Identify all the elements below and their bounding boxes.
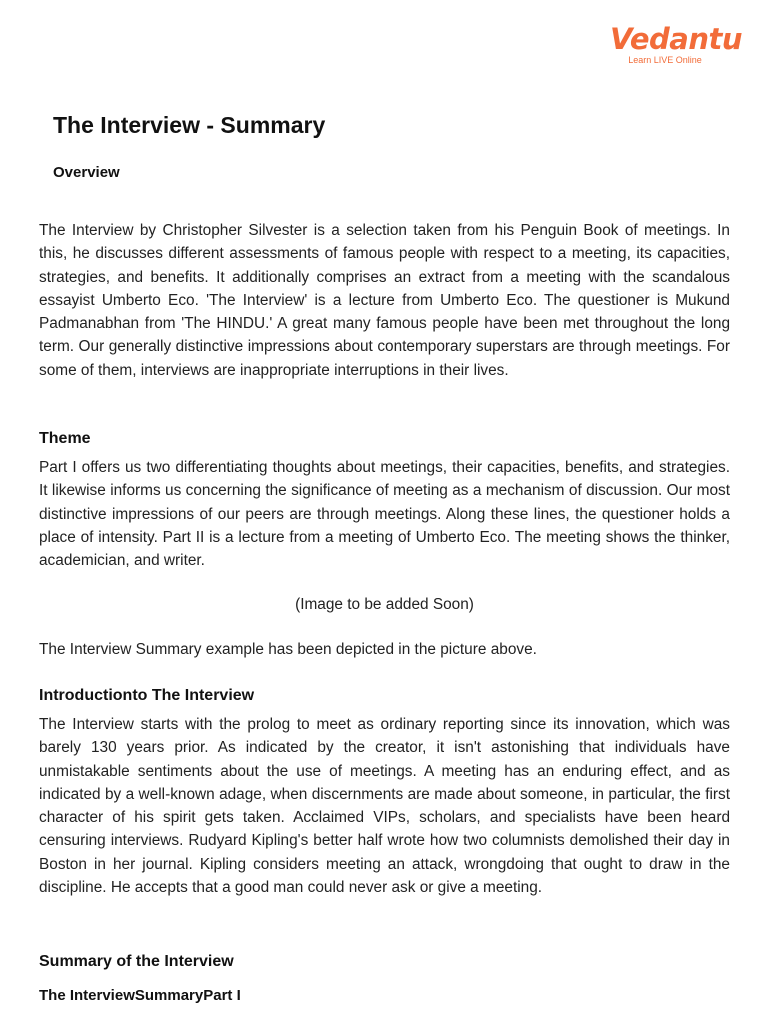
overview-heading: Overview [53, 164, 120, 181]
summary-heading: Summary of the Interview [39, 953, 234, 970]
theme-heading: Theme [39, 430, 91, 447]
image-caption: The Interview Summary example has been depicted in the picture above. [39, 641, 537, 658]
intro-heading: Introductionto The Interview [39, 687, 255, 704]
image-placeholder: (Image to be added Soon) [295, 596, 474, 613]
logo-tagline: Learn LIVE Online [628, 55, 702, 65]
vedantu-logo [610, 22, 742, 72]
intro-paragraph: The Interview starts with the prolog to meet as ordinary reporting since its innovation, which was barely 130 years prior. As indicated by the creator, it isn't astonishing that individuals have unmistakable sentiments about the use of meetings. A meeting has an enduring effect, and as indicated by a well-known adage, when discernments are made about someone, in particular, the first character of his spirit gets taken. Acclaimed VIPs, scholars, and specialists have been heard censuring interviews. Rudyard Kipling's better half wrote how two columnists demolished their day in Boston in her journal. Kipling considers meeting an attack, wrongdoing that ought to draw in the discipline. He accepts that a good man could never ask or give a meeting. [39, 716, 730, 897]
summary-part1-heading: The InterviewSummaryPart I [39, 987, 241, 1004]
logo-wordmark: Vedantu [610, 22, 742, 56]
page-title: The Interview - Summary [53, 112, 326, 138]
theme-paragraph: Part I offers us two differentiating thoughts about meetings, their capacities, benefits, and strategies. It likewise informs us concerning the significance of meeting as a mechanism of discussion. Our most distinctive impressions of our peers are through meetings. Along these lines, the questioner holds a place of intensity. Part II is a lecture from a meeting of Umberto Eco. The meeting shows the thinker, academician, and writer. [39, 459, 730, 570]
overview-paragraph: The Interview by Christopher Silvester is a selection taken from his Penguin Book of meetings. In this, he discusses different assessments of famous people with respect to a meeting, its capacities, strategies, and benefits. It additionally comprises an extract from a meeting with the scandalous essayist Umberto Eco. 'The Interview' is a lecture from Umberto Eco. The questioner is Mukund Padmanabhan from 'The HINDU.' A great many famous people have been met throughout the long term. Our generally distinctive impressions about contemporary superstars are through meetings. For some of them, interviews are inappropriate interruptions in their lives. [39, 222, 730, 379]
